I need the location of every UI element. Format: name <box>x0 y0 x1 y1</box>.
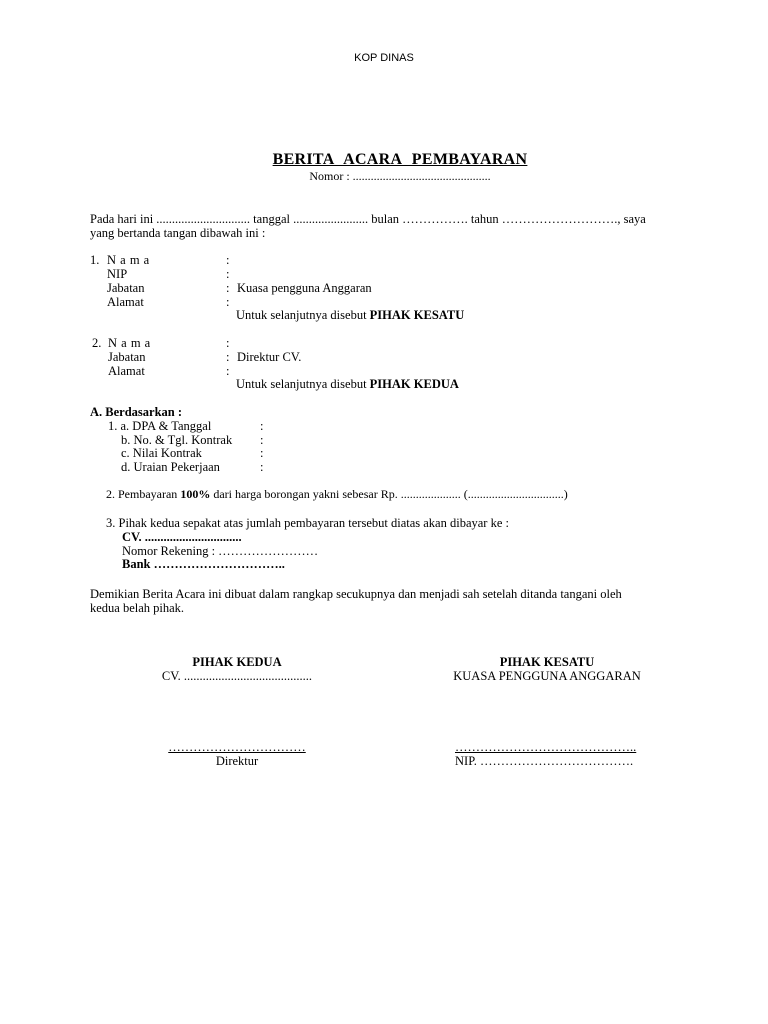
closing-line-1: Demikian Berita Acara ini dibuat dalam rangkap secukupnya dan menjadi sah setelah ditanda tangani oleh <box>90 587 622 601</box>
party-1-nip-label: NIP <box>107 267 128 281</box>
signature-right-office: KUASA PENGGUNA ANGGARAN <box>453 669 641 683</box>
signature-left-company: CV. ......................................... <box>161 669 313 683</box>
party-2-nama-colon: : <box>226 336 230 350</box>
payment-amount-line <box>106 488 568 502</box>
signature-left-title: PIHAK KEDUA <box>192 655 282 669</box>
party-1-designation-bold: PIHAK KESATU <box>369 308 465 322</box>
party-2-designation <box>236 377 459 391</box>
signature-right-title: PIHAK KESATU <box>499 655 595 669</box>
party-2-alamat-colon: : <box>226 364 230 378</box>
signature-right-line: …………………………………….. <box>455 740 637 754</box>
party-1-designation <box>236 308 464 322</box>
party-2-jabatan-value: Direktur CV. <box>237 350 302 364</box>
signature-left-line: …………………………… <box>168 740 306 754</box>
document-title: BERITA ACARA PEMBAYARAN <box>272 151 528 168</box>
section-a-heading: A. Berdasarkan : <box>90 405 183 419</box>
party-1-number: 1. <box>90 253 100 267</box>
intro-line-2: yang bertanda tangan dibawah ini : <box>90 226 266 240</box>
kop-dinas-header: KOP DINAS <box>354 52 414 64</box>
party-1-nip-colon: : <box>226 267 230 281</box>
document-number: Nomor : .............................................. <box>309 169 491 183</box>
payment-percentage: 100% <box>180 487 211 501</box>
party-2-number: 2. <box>92 336 102 350</box>
party-1-jabatan-label: Jabatan <box>107 281 145 295</box>
section-a-item-uraian: d. Uraian Pekerjaan <box>121 460 220 474</box>
party-1-alamat-colon: : <box>226 295 230 309</box>
intro-line-1: Pada hari ini .............................. tanggal ........................ bulan ……………. tahun ………………………., saya <box>90 212 646 226</box>
party-1-jabatan-colon: : <box>226 281 230 295</box>
section-a-item-dpa-colon: : <box>260 419 264 433</box>
payment-prefix: 2. Pembayaran <box>106 487 181 501</box>
section-a-item-dpa: 1. a. DPA & Tanggal <box>108 419 212 433</box>
party-2-alamat-label: Alamat <box>108 364 145 378</box>
party-1-designation-prefix: Untuk selanjutnya disebut <box>236 308 370 322</box>
party-1-jabatan-value: Kuasa pengguna Anggaran <box>237 281 372 295</box>
section-a-item-kontrak-colon: : <box>260 433 264 447</box>
section-a-item-nilai-colon: : <box>260 446 264 460</box>
party-2-jabatan-colon: : <box>226 350 230 364</box>
section-a-item-kontrak: b. No. & Tgl. Kontrak <box>121 433 233 447</box>
party-1-nama-colon: : <box>226 253 230 267</box>
section-a-item-uraian-colon: : <box>260 460 264 474</box>
party-2-designation-bold: PIHAK KEDUA <box>369 377 459 391</box>
party-2-jabatan-label: Jabatan <box>108 350 146 364</box>
transfer-bank: Bank ………………………….. <box>122 557 285 571</box>
party-2-nama-label: N a m a <box>108 336 151 350</box>
section-a-item-nilai: c. Nilai Kontrak <box>121 446 202 460</box>
payment-suffix: dari harga borongan yakni sebesar Rp. .................... (................................) <box>210 487 568 501</box>
party-1-nama-label: N a m a <box>107 253 150 267</box>
transfer-agreement-line: 3. Pihak kedua sepakat atas jumlah pembayaran tersebut diatas akan dibayar ke : <box>106 516 509 530</box>
party-1-alamat-label: Alamat <box>107 295 144 309</box>
signature-right-nip: NIP. ………………………………. <box>455 754 634 768</box>
signature-left-role: Direktur <box>215 754 259 768</box>
transfer-cv: CV. ............................... <box>122 530 242 544</box>
party-2-designation-prefix: Untuk selanjutnya disebut <box>236 377 370 391</box>
closing-line-2: kedua belah pihak. <box>90 601 185 615</box>
transfer-account-number: Nomor Rekening : …………………… <box>122 544 319 558</box>
